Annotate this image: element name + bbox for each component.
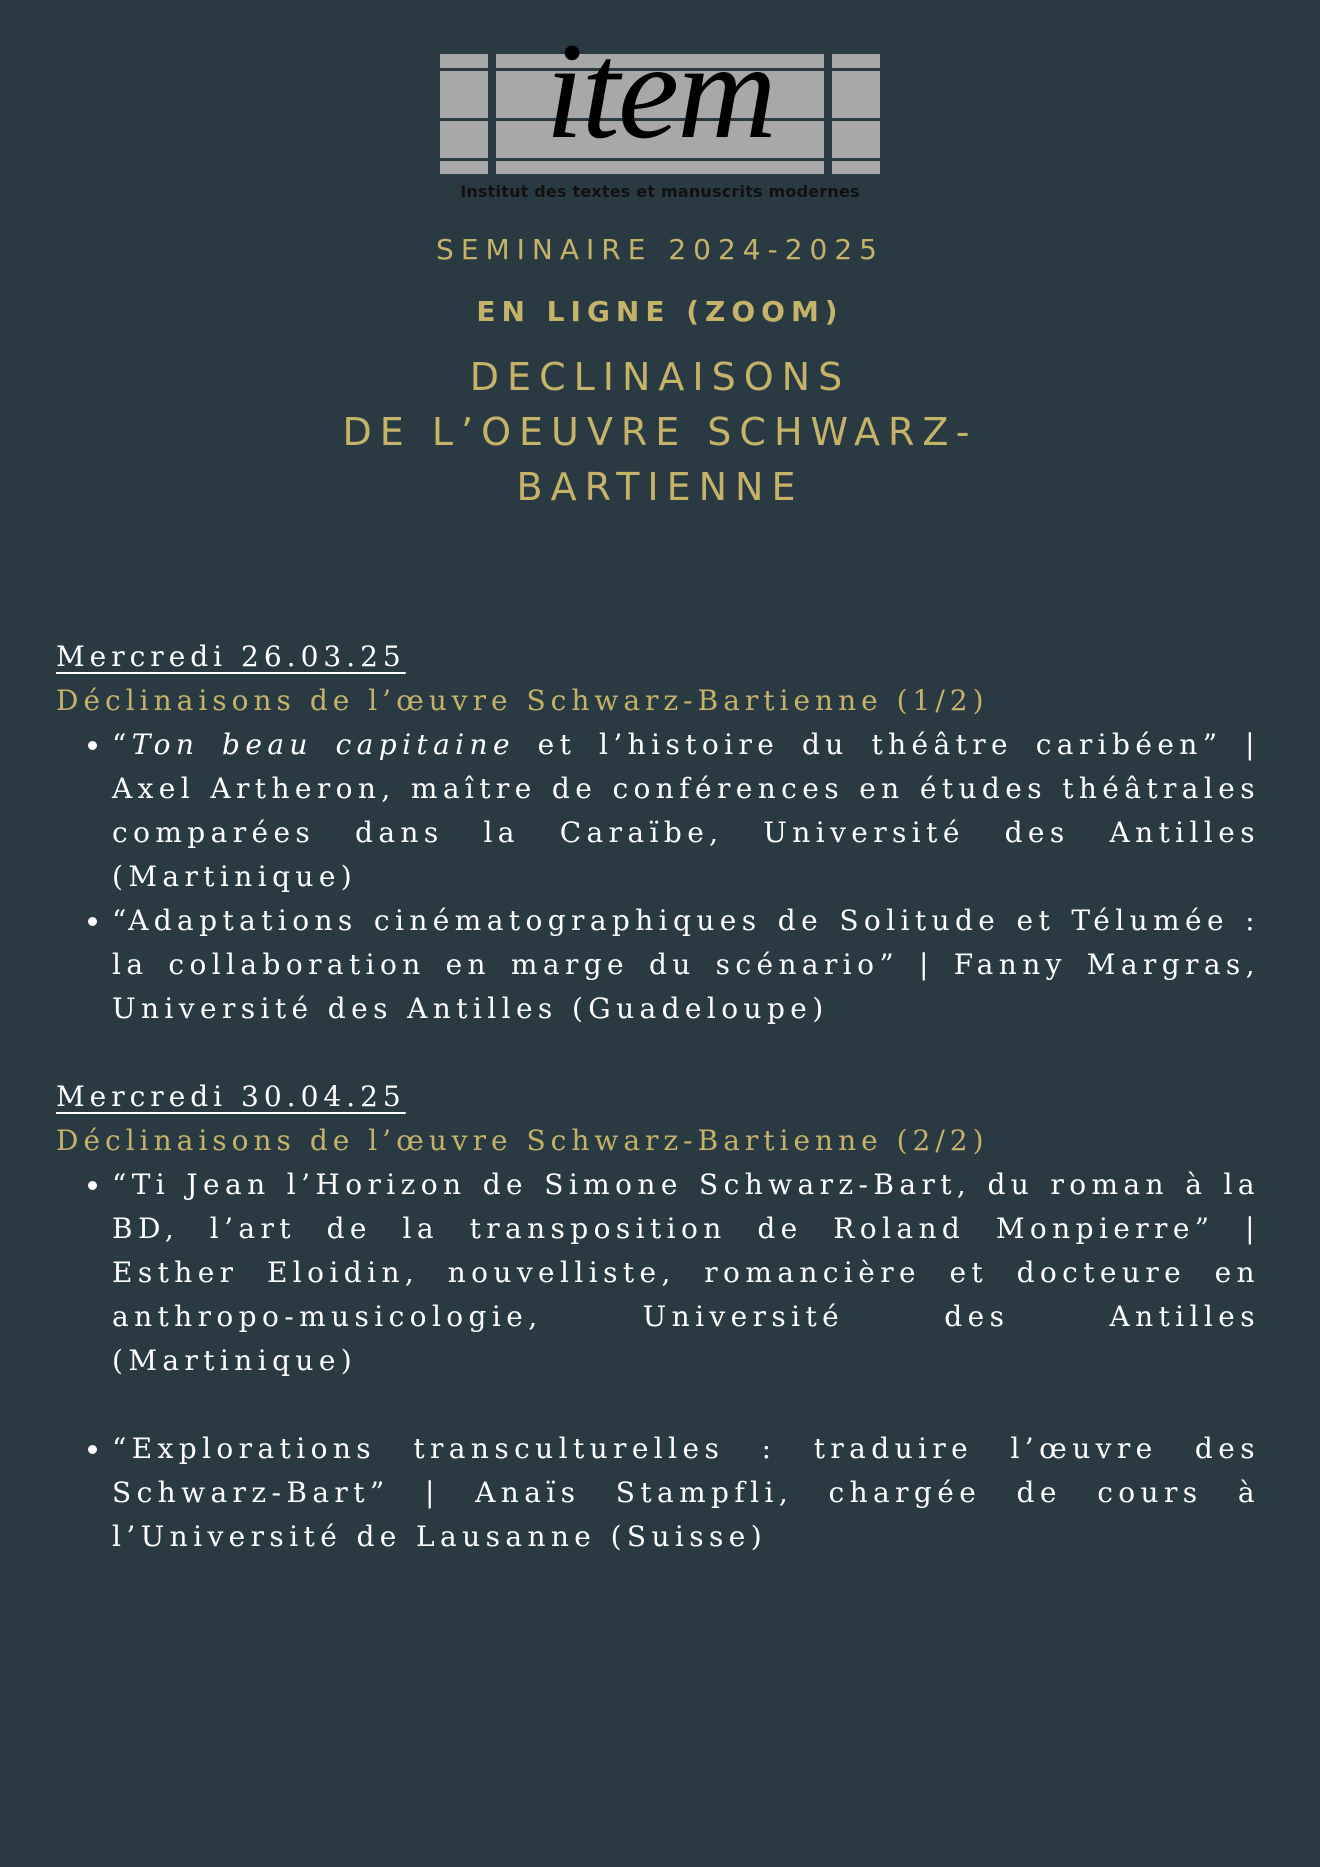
talk-item — [112, 899, 1260, 1031]
talk-italic-title: Ton beau capitaine — [131, 728, 515, 761]
talk-text: “Ti Jean l’Horizon de Simone Schwarz-Bart, du roman à la BD, l’art de la transposition de Roland Monpierre” | Esther Eloidin, nouvelliste, romancière et docteure en anthropo-musicologie, Université des Antilles (Martinique) — [112, 1168, 1260, 1377]
title-line-3: BARTIENNE — [516, 465, 804, 509]
talk-list — [56, 723, 1260, 1031]
page-header — [0, 230, 1320, 515]
session-1 — [56, 635, 1260, 1031]
title-line-2: DE L’OEUVRE SCHWARZ- — [342, 410, 978, 454]
mode-label: EN LIGNE (ZOOM) — [476, 295, 844, 328]
session-date: Mercredi 26.03.25 — [56, 640, 406, 673]
talk-item — [112, 723, 1260, 899]
page-title — [280, 350, 1040, 515]
title-line-1: DECLINAISONS — [469, 355, 851, 399]
talk-text: “Adaptations cinématographiques de Solitude et Télumée : la collaboration en marge du scénario” | Fanny Margras, Université des Antilles (Guadeloupe) — [112, 904, 1260, 1025]
session-title: Déclinaisons de l’œuvre Schwarz-Bartienne (1/2) — [56, 684, 989, 717]
session-date: Mercredi 30.04.25 — [56, 1080, 406, 1113]
talk-text: et l’histoire du théâtre caribéen” | Axel Artheron, maître de conférences en études théâtrales comparées dans la Caraïbe, Université des Antilles (Martinique) — [112, 728, 1260, 893]
talk-item — [112, 1427, 1260, 1559]
talk-item — [112, 1163, 1260, 1383]
talk-open-quote: “ — [112, 728, 132, 761]
logo-wordmark: item — [545, 14, 775, 167]
talk-text: “Explorations transculturelles : traduire l’œuvre des Schwarz-Bart” | Anaïs Stampfli, chargée de cours à l’Université de Lausanne (Suisse) — [112, 1432, 1260, 1553]
seminar-label: SEMINAIRE 2024-2025 — [436, 233, 884, 266]
session-title: Déclinaisons de l’œuvre Schwarz-Bartienne (2/2) — [56, 1124, 989, 1157]
talk-list — [56, 1163, 1260, 1559]
session-list — [56, 635, 1260, 1603]
session-2 — [56, 1075, 1260, 1559]
logo-subtitle: Institut des textes et manuscrits modernes — [460, 182, 860, 201]
item-logo — [440, 14, 880, 206]
